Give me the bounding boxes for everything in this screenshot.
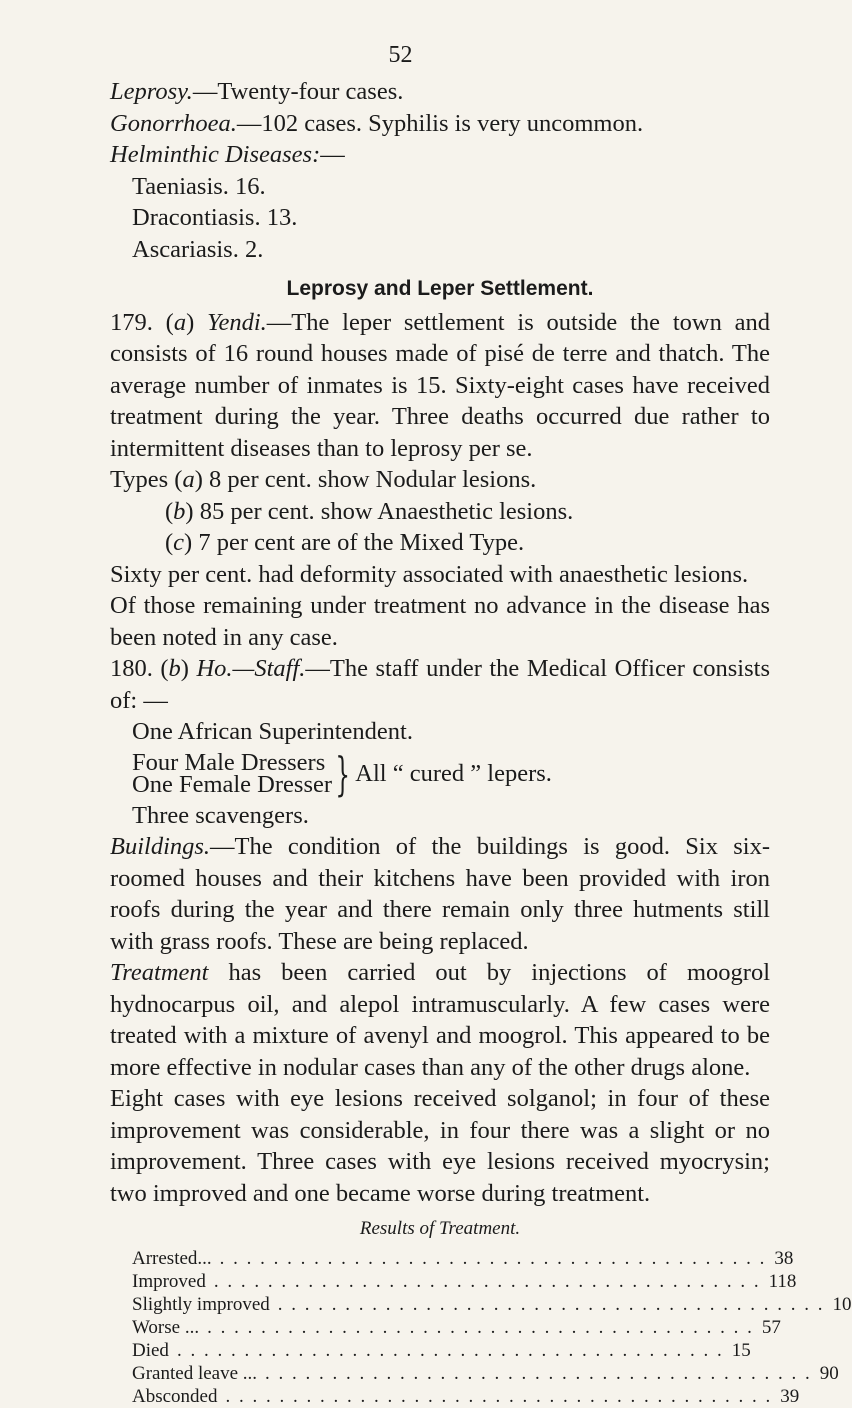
result-label: Slightly improved xyxy=(132,1293,270,1315)
result-label: Improved xyxy=(132,1270,206,1292)
leader-dots: . . . . . . . . . . . . . . . . . . . . . . . . . . . . . . . . . . . . . . . . . xyxy=(176,1339,724,1361)
staff-superintendent: One African Superintendent. xyxy=(132,718,413,745)
leader-dots: . . . . . . . . . . . . . . . . . . . . . . . . . . . . . . . . . . . . . . . . . xyxy=(213,1270,761,1292)
type-letter: a xyxy=(182,466,195,493)
leader-dots: . . . . . . . . . . . . . . . . . . . . . . . . . . . . . . . . . . . . . . . . . xyxy=(225,1385,773,1407)
para-letter-close: ) xyxy=(186,308,208,336)
type-text: ) 7 per cent are of the Mixed Type. xyxy=(184,529,525,556)
female-dresser: One Female Dresser xyxy=(132,770,333,798)
result-label: Arrested... xyxy=(132,1247,212,1269)
type-text: ) 85 per cent. show Anaesthetic lesions. xyxy=(185,497,574,525)
helminthic-line xyxy=(110,139,770,171)
helminthic-label: Helminthic Diseases: xyxy=(110,141,321,168)
result-value: 10 xyxy=(832,1293,852,1315)
helminthic-item: Dracontiasis. 13. xyxy=(132,204,298,231)
brace-note: All “ cured ” lepers. xyxy=(355,759,552,787)
paragraph-text: —The leper settlement is outside the town and consists of 16 round houses made of pisé de terre and thatch. The average number of inmates is 15. Sixty-eight cases have received treatment during the year. Three deaths occurred due rather to intermittent diseases than to leprosy per se. xyxy=(110,308,770,462)
leader-dots: . . . . . . . . . . . . . . . . . . . . . . . . . . . . . . . . . . . . . . . . . xyxy=(207,1316,754,1338)
results-row xyxy=(132,1339,751,1362)
male-dressers: Four Male Dressers xyxy=(132,748,326,776)
para-number: 180. ( xyxy=(110,655,169,682)
results-row xyxy=(132,1362,839,1385)
treatment-text: has been carried out by injections of moogrol hydnocarpus oil, and alepol intramuscularly. A few cases were treated with a mixture of avenyl and moogrol. This appeared to be more effective in nodular cases than any of the other drugs alone. xyxy=(110,959,770,1081)
gonorrhoea-label: Gonorrhoea. xyxy=(110,109,237,137)
result-value: 38 xyxy=(774,1247,794,1269)
treatment-paragraph xyxy=(110,957,770,1083)
types-line xyxy=(165,527,770,559)
para-number: 179. ( xyxy=(110,308,174,336)
result-label: Granted leave ... xyxy=(132,1362,258,1384)
results-row xyxy=(132,1316,781,1339)
buildings-text: —The condition of the buildings is good. Six six-roomed houses and their kitchens have been provided with iron roofs during the year and there remain only three hutments still with grass roofs. These are being replaced. xyxy=(110,833,770,955)
helminthic-item: Ascariasis. 2. xyxy=(132,235,264,263)
result-label: Worse ... xyxy=(132,1316,200,1338)
eye-lesions-paragraph: Eight cases with eye lesions received solganol; in four of these improvement was considerable, in four there was a slight or no improvement. Three cases with eye lesions received myocrysin; two improved and one became worse during treatment. xyxy=(110,1085,770,1207)
helminthic-dash: — xyxy=(320,141,345,168)
result-label: Died xyxy=(132,1339,169,1361)
para-letter: a xyxy=(173,308,187,336)
leader-dots: . . . . . . . . . . . . . . . . . . . . . . . . . . . . . . . . . . . . . . . . . xyxy=(219,1247,767,1269)
type-letter: b xyxy=(173,497,186,525)
buildings-label: Buildings. xyxy=(110,833,211,860)
type-text: ) 8 per cent. show Nodular lesions. xyxy=(194,466,537,493)
type-letter: c xyxy=(173,529,185,556)
result-label: Absconded xyxy=(132,1385,218,1407)
brace-glyph: } xyxy=(335,746,350,801)
dressers-group xyxy=(132,746,770,801)
gonorrhoea-line xyxy=(110,108,770,140)
page-number: 52 xyxy=(388,42,413,68)
result-value: 90 xyxy=(819,1362,839,1384)
helminthic-item: Taeniasis. 16. xyxy=(132,172,266,200)
place-name: Ho. xyxy=(196,655,233,682)
types-prefix: ( xyxy=(165,529,174,556)
results-row xyxy=(132,1385,800,1408)
paragraph-text: —The staff under the Medical Officer consists of: — xyxy=(110,655,770,714)
staff-label: —Staff. xyxy=(232,655,306,682)
results-row xyxy=(132,1270,797,1293)
no-advance-paragraph: Of those remaining under treatment no advance in the disease has been noted in any case. xyxy=(110,592,770,651)
result-value: 57 xyxy=(761,1316,781,1338)
staff-scavengers: Three scavengers. xyxy=(132,801,309,829)
results-title: Results of Treatment. xyxy=(359,1218,521,1239)
types-line xyxy=(165,496,770,528)
result-value: 39 xyxy=(780,1385,800,1407)
leader-dots: . . . . . . . . . . . . . . . . . . . . . . . . . . . . . . . . . . . . . . . . . xyxy=(265,1362,812,1384)
results-row xyxy=(132,1247,794,1270)
result-value: 118 xyxy=(768,1270,797,1292)
staff-list xyxy=(132,716,770,831)
leprosy-label: Leprosy. xyxy=(110,78,193,105)
treatment-label: Treatment xyxy=(110,959,209,986)
result-value: 15 xyxy=(731,1339,751,1361)
leprosy-text: —Twenty-four cases. xyxy=(192,78,404,105)
deformity-paragraph: Sixty per cent. had deformity associated with anaesthetic lesions. xyxy=(110,560,749,588)
para-letter: b xyxy=(168,655,181,682)
types-line xyxy=(110,464,770,496)
section-heading: Leprosy and Leper Settlement. xyxy=(286,277,594,300)
place-name: Yendi. xyxy=(207,308,267,336)
helminthic-list xyxy=(132,171,770,266)
types-prefix: Types ( xyxy=(110,466,183,493)
page-body xyxy=(110,76,852,1408)
paragraph-180 xyxy=(110,653,770,716)
results-table xyxy=(132,1247,852,1408)
leprosy-line xyxy=(110,76,770,108)
leader-dots: . . . . . . . . . . . . . . . . . . . . . . . . . . . . . . . . . . . . . . . . . xyxy=(277,1293,825,1315)
results-row xyxy=(132,1293,852,1316)
types-prefix: ( xyxy=(165,497,174,525)
paragraph-179 xyxy=(110,307,770,465)
gonorrhoea-text: —102 cases. Syphilis is very uncommon. xyxy=(236,109,644,137)
buildings-paragraph xyxy=(110,831,770,957)
dressers-names xyxy=(132,748,333,798)
para-letter-close: ) xyxy=(180,655,197,682)
